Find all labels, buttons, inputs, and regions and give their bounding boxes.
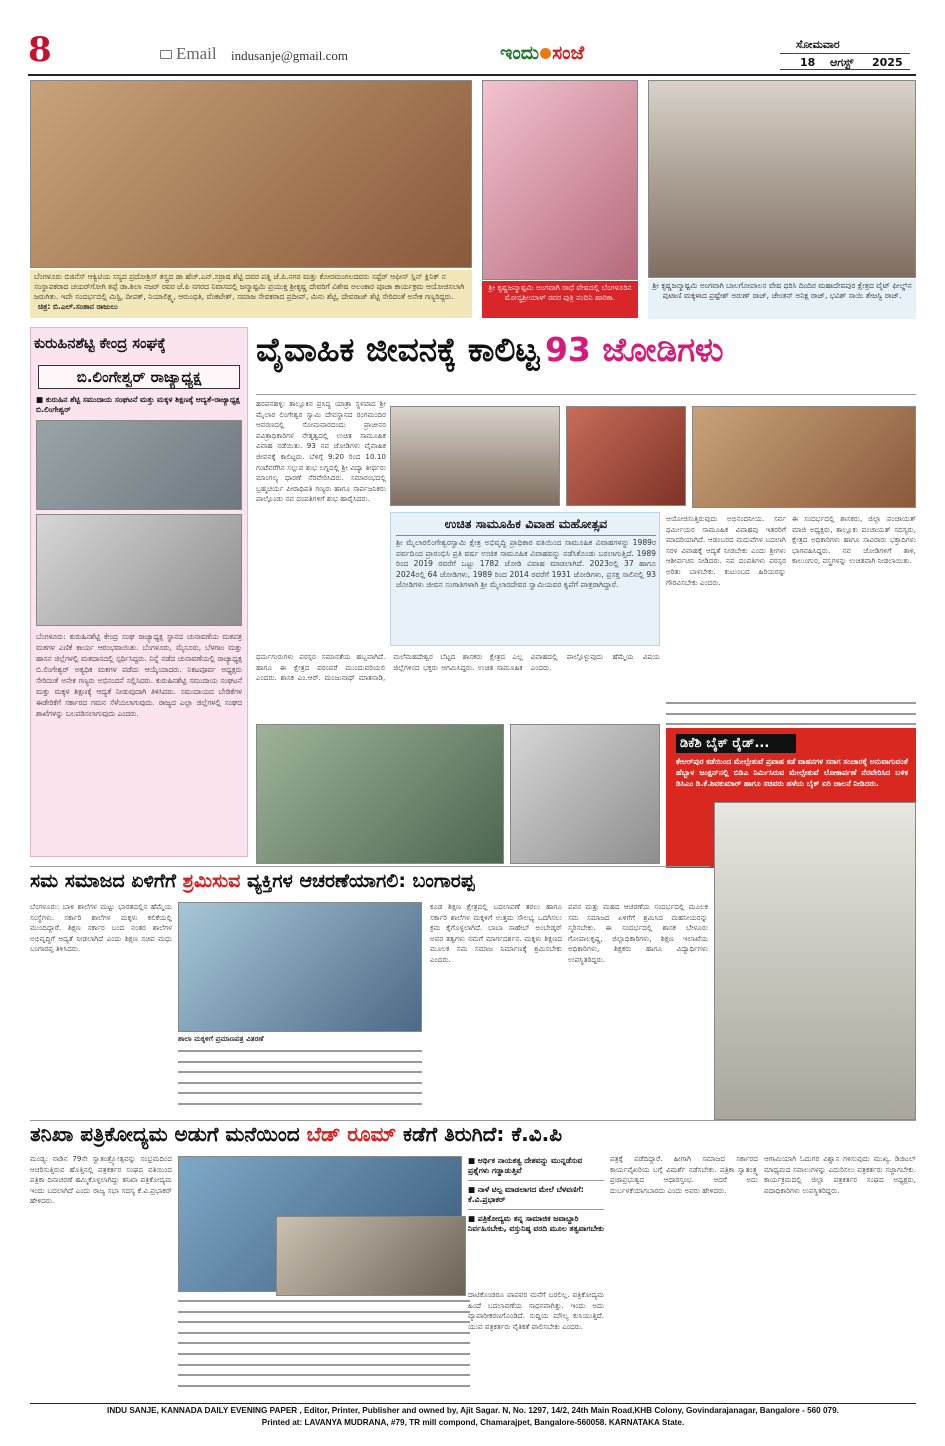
kuruhinashetti-headline2: ಬಿ.ಲಿಂಗೇಶ್ವರ್ ರಾಜ್ಯಾಧ್ಯಕ್ಷ — [38, 365, 240, 389]
tanikha-lower-lines — [178, 1300, 470, 1400]
wedding-col-a: ಆಯೋಜಿಸುತ್ತಿರುವುದು ಅಭಿನಂದನೀಯ. ಸರ್ವ ಧರ್ಮೀಯರ ಸಾಮೂಹಿಕ ವಿವಾಹವು ಇತರರಿಗೆ ಮಾದರಿಯಾಗಿದೆ. ಆಡಂಬರದ ಮದುವೆಗಳ ಬದಲಾಗಿ ಸರಳ ವಿವಾಹಕ್ಕೆ ಆದ್ಯತೆ ನೀಡಬೇಕು ಎಂದು ಶ್ರೀಗಳು ಆಶೀರ್ವಚನ ನೀಡಿದರು. ನವ ದಂಪತಿಗಳು ಪರಸ್ಪರ ಅರಿತು ಬಾಳಬೇಕು. ಕುಟುಂಬದ ಹಿರಿಯರನ್ನು ಗೌರವಿಸಬೇಕು ಎಂದರು. — [666, 514, 786, 587]
logo-sanje: ಸಂಜೆ — [552, 42, 585, 64]
samasamaja-headline-red: ಶ್ರಮಿಸುವ — [182, 870, 241, 892]
kuruhinashetti-photo-1 — [36, 420, 242, 510]
date-block — [780, 40, 910, 70]
weekday: ಸೋಮವಾರ — [796, 38, 840, 51]
samasamaja-headline — [30, 870, 720, 892]
bullet-icon: ■ — [468, 1185, 478, 1194]
logo-indu: ಇಂದು — [500, 42, 540, 64]
wedding-col-b: ಈ ಸಂದರ್ಭದಲ್ಲಿ ಶಾಸಕರು, ಜಿಲ್ಲಾ ಪಂಚಾಯತ್ ಮಾಜಿ ಅಧ್ಯಕ್ಷರು, ತಾಲ್ಲೂಕು ಪಂಚಾಯತ್ ಸದಸ್ಯರು, ಕ್ಷೇತ್ರದ ಅಧಿಕಾರಿಗಳು ಹಾಗೂ ಸಾವಿರಾರು ಭಕ್ತಾದಿಗಳು ಭಾಗವಹಿಸಿದ್ದರು. ನವ ಜೋಡಿಗಳಿಗೆ ತಾಳಿ, ಕಾಲುಂಗುರ, ವಸ್ತ್ರಗಳನ್ನು ಉಚಿತವಾಗಿ ನೀಡಲಾಯಿತು. — [792, 514, 916, 566]
radhe-girl-photo — [482, 80, 638, 280]
wedding-col1-lower — [256, 512, 386, 652]
wedding-col1-cont — [256, 510, 386, 511]
samasamaja-school-photo — [178, 902, 422, 1032]
samasamaja-col1: ಬೆಂಗಳೂರು: ಬಾಳಿ ಶಾಲೆಗಳ ಮಟ್ಟು ಭಾರತದಲ್ಲಿನ ಹೆಮ್ಮೆಯ ಸಂಸ್ಥೆಗಳು. ಸರ್ಕಾರಿ ಶಾಲೆಗಳ ಮಕ್ಕಳು ಕಲಿಕೆಯಲ್ಲಿ ಮುಂದಿದ್ದಾರೆ. ಶಿಕ್ಷಣ ಸರ್ಕಾರ ಬಂದ ನಂತರ ಶಾಲೆಗಳ ಅಭಿವೃದ್ಧಿಗೆ ಆದ್ಯತೆ ನೀಡಲಾಗಿದೆ ಎಂದು ಶಿಕ್ಷಣ ಸಚಿವ ಮಧು ಬಂಗಾರಪ್ಪ ತಿಳಿಸಿದರು. — [30, 902, 172, 954]
wedding-crowd-photo — [692, 406, 916, 508]
tanikha-headline-pre: ತನಿಖಾ ಪತ್ರಿಕೋದ್ಯಮ ಅಡುಗೆ ಮನೆಯಿಂದ — [30, 1122, 300, 1146]
wedding-headline — [256, 330, 916, 390]
dks-road-photo — [510, 724, 660, 864]
date-year: 2025 — [872, 56, 903, 69]
tanikha-headline — [30, 1122, 916, 1146]
tanikha-col3: ದಾಟಿಕೊಂಡರೂ ಪಾಪವರ ಮನೆಗೆ ಬರಲಿಲ್ಲ. ಪತ್ರಿಕೋದ್ಯಮ ಹಿಂದೆ ಬದಲಾವಣೆಯ ಸಾಧನವಾಗಿತ್ತು. ಇಂದು ಅದು ವ್ಯಾಪಾರೀಕರಣಗೊಂಡಿದೆ. ಸುದ್ದಿಯ ಮೌಲ್ಯ ಕುಸಿಯುತ್ತಿದೆ. ಯುವ ಪತ್ರಕರ್ತರು ನೈತಿಕತೆ ಪಾಲಿಸಬೇಕು ಎಂದರು. — [468, 1290, 604, 1331]
wedding-sub-body: ಶ್ರೀ ಮೈಲಾರಲಿಂಗೇಶ್ವರಸ್ವಾಮಿ ಕ್ಷೇತ್ರ ಅಭಿವೃದ್ಧಿ ಪ್ರಾಧಿಕಾರ ವತಿಯಿಂದ ಸಾಮೂಹಿಕ ವಿವಾಹಗಳನ್ನು 1989ರ ಪರ್ವದಿಂದ ಪ್ರಾರಂಭಿಸಿ ಪ್ರತಿ ವರ್ಷ ಉಚಿತ ಸಾಮೂಹಿಕ ವಿವಾಹವನ್ನು ನಡೆಸಿಕೊಂಡು ಬರಲಾಗುತ್ತಿದೆ. 1989 ರಿಂದ 2019 ರವರೆಗೆ ಒಟ್ಟು 1782 ಜೋಡಿ ವಿವಾಹ ಮಾಡಲಾಗಿದೆ. 2023ರಲ್ಲಿ 37 ಹಾಗೂ 2024ರಲ್ಲಿ 64 ಜೋಡಿಗಳು, 1989 ರಿಂದ 2014 ರವರೆಗೆ 1931 ಜೋಡಿಗಳು, ಪ್ರಸಕ್ತ ಸಾಲಿನಲ್ಲಿ 93 ಜೋಡಿಗಳು ಜೀವನ ಸಂಗಾತಿಗಳಾಗಿ ಶ್ರೀ ಮೈಲಾರದೇವರ ಸ್ವಾಮಿಯವರ ಕೃಪೆಗೆ ಪಾತ್ರರಾಗಿದ್ದಾರೆ. — [396, 538, 656, 590]
tanikha-col1: ಮಂಡ್ಯ: ನಾಡಿನ 79ನೇ ಸ್ವಾತಂತ್ರ್ಯೋತ್ಸವನ್ನು ಸಂಭ್ರಮದಿಂದ ಆಚರಿಸುತ್ತಿರುವ ಹೊತ್ತಿನಲ್ಲಿ ಪತ್ರಕರ್ತರ ಸಂಘದ ವತಿಯಿಂದ ಪತ್ರಿಕಾ ದಿನಾಚರಣೆ ಹಮ್ಮಿಕೊಳ್ಳಲಾಗಿದ್ದು ತನಿಖಾ ಪತ್ರಿಕೋದ್ಯಮ ಇಂದು ಬದಲಾಗಿದೆ ಎಂದು ರಾಜ್ಯ ಸಭಾ ಸದಸ್ಯ ಕೆ.ವಿ.ಪ್ರಭಾಕರ್ ಹೇಳಿದರು. — [30, 1154, 172, 1206]
samasamaja-col3: ಪವನ ಮತ್ತು ಮಹದ ಆಚರಣೆಯ ಸಂದರ್ಭದಲ್ಲಿ ಮೂಲಕ ಸಮ ಸಮಾಜದ ಏಳಿಗೆಗೆ ಶ್ರಮಿಸಿದ ಮಹನೀಯರನ್ನು ಸ್ಮರಿಸಬೇಕು. ಈ ಸಂದರ್ಭದಲ್ಲಿ ಶಾಸಕ ಬೇಳೂರು ಗೋಪಾಲಕೃಷ್ಣ, ಜಿಲ್ಲಾಧಿಕಾರಿಗಳು, ಶಿಕ್ಷಣ ಇಲಾಖೆಯ ಅಧಿಕಾರಿಗಳು, ಶಿಕ್ಷಕರು ಹಾಗೂ ವಿದ್ಯಾರ್ಥಿಗಳು ಉಪಸ್ಥಿತರಿದ್ದರು. — [568, 902, 708, 964]
tanikha-bullet-3 — [468, 1214, 604, 1234]
wedding-lower-body: ಧರ್ಮಗುರುಗಳು ಪರಸ್ಪರ ಸಮಾನತೆಯ ಹಬ್ಬವಾಗಿದೆ. ಹಾಗೂ ಈ ಕ್ಷೇತ್ರದ ಪರಂಪರೆ ಮುಂದುವರಿಯಲಿ ಎಂದರು. ಶಾಸಕ ಎಂ.ಆರ್. ಮಂಜುನಾಥ್ ಮಾತನಾಡಿ, ಮಲೆಮಹದೇಶ್ವರ ಬೆಟ್ಟದ ಶಾಸಕರು ಕ್ಷೇತ್ರದ ಎಲ್ಲ ಜಿಲ್ಲೆಗಳಿಂದ ಭಕ್ತರು ಆಗಮಿಸಿದ್ದರು. ಉಚಿತ ಸಾಮೂಹಿಕ ವಿವಾಹದಲ್ಲಿ ಪಾಲ್ಗೊಳ್ಳುವುದು ಹೆಮ್ಮೆಯ ವಿಷಯ ಎಂದರು. — [256, 652, 660, 683]
tanikha-rule — [30, 1120, 916, 1121]
masthead-logo — [500, 42, 584, 64]
samasamaja-photo-caption: ಶಾಲಾ ಮಕ್ಕಳಿಗೆ ಪ್ರಮಾಣಪತ್ರ ವಿತರಣೆ — [178, 1034, 264, 1043]
kuruhinashetti-bullet — [36, 395, 242, 415]
footer-rule — [30, 1403, 916, 1404]
balagopala-caption: ಶ್ರೀ ಕೃಷ್ಣಜನ್ಮಾಷ್ಟಮಿ ಅಂಗವಾಗಿ ಬಾಲಗೋಪಾಲನ ವೇಷ ಧರಿಸಿ ದಿಂದಿರ ಮಹಾದೇವಪುರ ಕ್ಷೇತ್ರದ ವೈಟ್ ಫೀಲ್ಡ್‌ನ ಪುಟಾಣಿ ಮಕ್ಕಳಾದ ಪ್ರಷ್ಟೇಶ್ ಅರುಣ್ ರಾಜ್, ಚೇಂತನ್ ಅನಿಕ್ಷ ರಾಜ್, ಭವಿಶ್ ಸಾಯಿ ತೇಜಸ್ವಿ ರಾಜ್. — [648, 279, 916, 319]
kuruhinashetti-bullet-text: ಕುರುಹಿನ ಶೆಟ್ಟಿ ಸಮುದಾಯ ಸಂಘಟನೆ ಮತ್ತು ಮಕ್ಕಳ ಶಿಕ್ಷಣಕ್ಕೆ ಆದ್ಯತೆ-ರಾಜ್ಯಾಧ್ಯಕ್ಷ ಬಿ.ಲಿಂಗೇಶ್ವರ್ — [36, 395, 240, 414]
date-day: 18 — [800, 56, 816, 69]
wedding-rule — [256, 394, 916, 395]
kuruhinashetti-photo-2 — [36, 514, 242, 626]
footer-line-1: INDU SANJE, KANNADA DAILY EVENING PAPER , Editor, Printer, Publisher and owned by, Ajit Sagar. N, No. 1297, 14/2, 24th Main Road,KHB Colony, Govindarajanagar, Bangalore - 560 079. — [107, 1406, 839, 1415]
wedding-sub-headline: ಉಚಿತ ಸಾಮೂಹಿಕ ವಿವಾಹ ಮಹೋತ್ಸವ — [396, 516, 656, 536]
family-photo-caption-text: ಬೆಂಗಳೂರು ಬಿಜಿನೆಸ್ ಆಕ್ವಿಟಿಯ ಸಸ್ಯದ ಪ್ರದೋಶ್ರಿಸ್ ತಸ್ತ್ರದ ಡಾ ಹೆಚ್.ಎನ್.ಸರ್ರಾಷ ಶೆಟ್ಟಿ ದವರ ಪತ್ನಿ ಜೆ.ಪಿ.ನಗರ ಮತ್ತು ಕೋರಮಂಗಲದವರು ಸಪ್ಟೆರ್ ಆಫೀಸ್ ಸ್ಲಿನ್ ಕ್ಲಿನಿಕ್ ನ ಸಂಸ್ಥಾಪಕರಾದ ಚಯರ್‌ಗೋಗಿ ತಪ್ಪೆ ಡಾ.ಶಿಲಾ ನಜರ್ ರವರ ಜೆ.ಪಿ ನಗರದ ನಿವಾಸದಲ್ಲಿ ಜನ್ಮಾಷ್ಟಮಿ ಪ್ರಯುಕ್ತ ಶ್ರೀಕೃಷ್ಣ ದೇವರಿಗೆ ವಿಶೇಷ ಅಲಂಕಾರ ಪೂಜಾ ಕಾರ್ಯಕ್ರಮ ಆಯೋಜಿಸಲಾಗಿ ಜರುಗಿತು. ಇದೇ ಸಂದರ್ಭದಲ್ಲಿ ಮಿಸ್ಟಿ, ದೀಪಕ್, ನಿಯಾಲಿಕ್ಷ್ಮ, ಆರುಂಧತಿ, ವೆಂಕಟೇಶ್, ಸಮಾಜ ಸೇವಕರಾದ ಪ್ರದೀಪ್, ಮಿನು ಶೆಟ್ಟಿ, ದೇವರಾಜ್ ಶೆಟ್ಟಿ ಸೇರಿದಂತೆ ಅನೇಕ ಗಣ್ಯರಿದ್ದರು. — [34, 272, 465, 301]
samasamaja-col2: ಕೂಡ ಶಿಕ್ಷಣ ಕ್ಷೇತ್ರದಲ್ಲಿ ಬದಲಾವಣೆ ತರಲು ಹಾಗೂ ಸರ್ಕಾರಿ ಶಾಲೆಗಳ ಮಕ್ಕಳಿಗೆ ಉತ್ತಮ ಸೌಲಭ್ಯ ಒದಗಿಸಲು ಕ್ರಮ ಕೈಗೊಳ್ಳಲಾಗಿದೆ. ಬಾಬಾ ಸಾಹೇಬ್ ಅಂಬೇಡ್ಕರ್ ಅವರ ತತ್ವಗಳು ನಮಗೆ ಮಾರ್ಗದರ್ಶನ. ಮಕ್ಕಳು ಶಿಕ್ಷಣದ ಮೂಲಕ ಸಮ ಸಮಾಜ ನಿರ್ಮಾಣಕ್ಕೆ ಶ್ರಮಿಸಬೇಕು ಎಂದರು. — [430, 902, 562, 964]
flag-off-photo — [256, 724, 504, 864]
tanikha-bullet-1-text: ಆರ್ಥಿಕ ನಾಯಕತ್ವ ದೇಶವನ್ನು ಮುನ್ನಡೆಸುವ ಪ್ರಶ್ನೆಗಳು ಗಡ್ಡಾಡುತ್ತಿವೆ — [468, 1156, 583, 1175]
email-label: Email — [176, 44, 217, 63]
tanikha-col5: ಆಗಾಮಿಯಾಗಿ ಓದುಗರ ವಿಶ್ವಾಸ ಗಳಿಸುವುದು ಮುಖ್ಯ. ಡಿಜಿಟಲ್ ಮಾಧ್ಯಮದ ಸವಾಲುಗಳನ್ನು ಎದುರಿಸಲು ಪತ್ರಕರ್ತರು ಸಜ್ಜಾಗಬೇಕು. ಕಾರ್ಯಕ್ರಮದಲ್ಲಿ ಜಿಲ್ಲಾ ಪತ್ರಕರ್ತರ ಸಂಘದ ಅಧ್ಯಕ್ಷರು, ಪದಾಧಿಕಾರಿಗಳು ಉಪಸ್ಥಿತರಿದ್ದರು. — [764, 1154, 916, 1195]
kuruhinashetti-headline1: ಕುರುಹಿನಶೆಟ್ಟಿ ಕೇಂದ್ರ ಸಂಘಕ್ಕೆ — [34, 336, 166, 352]
samasamaja-lines — [178, 1050, 422, 1114]
tanikha-group-photo — [276, 1216, 466, 1296]
tanikha-col4: ಪತ್ರಕ್ಕೆ ಪಡೆದಿದ್ದಾರೆ. ಹೀಗಾಗಿ ಸಮಾಜದ ಸರ್ಕಾರದ ಕಾರ್ಯವೈಖರಿಯ ಬಗ್ಗೆ ವಿಮರ್ಶೆ ನಡೆಸಬೇಕು. ಪತ್ರಿಕಾ ಸ್ವಾತಂತ್ರ್ಯ ಪ್ರಜಾಪ್ರಭುತ್ವದ ಆಧಾರಸ್ತಂಭ. ಆದರೆ ಅದು ದುರ್ಬಳಕೆಯಾಗಬಾರದು ಎಂದು ಅವರು ಹೇಳಿದರು. — [610, 1154, 758, 1195]
tanikha-headline-post: ಕಡೆಗೆ ತಿರುಗಿದೆ: ಕೆ.ವಿ.ಪಿ — [403, 1122, 563, 1146]
bullet-icon: ■ — [468, 1156, 478, 1165]
wedding-headline-pink: 93 ಜೋಡಿಗಳು — [544, 330, 724, 369]
tanikha-bullet-1 — [468, 1156, 604, 1181]
tanikha-bullet-2-text: ನಾಳೆ ಟಿಲ್ಟ ಮಾಡಲಾಗದ ಮೇಲೆ ಬೆಳವಣಿಗೆ: ಕೆ.ವಿ.ಪ್ರಭಾಕರ್ — [468, 1185, 584, 1204]
bullet-icon: ■ — [468, 1214, 478, 1223]
family-celebration-photo — [30, 80, 472, 268]
tanikha-bullets — [468, 1156, 604, 1286]
samasamaja-headline-pre: ಸಮ ಸಮಾಜದ ಏಳಿಗೆಗೆ — [30, 870, 176, 892]
family-photo-caption — [30, 270, 472, 318]
tanikha-headline-red: ಬೆಡ್ ರೂಮ್ — [306, 1122, 397, 1146]
email-icon — [160, 50, 172, 59]
bullet-icon: ■ — [36, 395, 46, 404]
family-photo-credit: ಚಿತ್ರ: ಬಿ.ಎಲ್.ಸಂತಾನ ರಾಜುಲು — [38, 302, 118, 311]
samasamaja-headline-post: ವ್ಯಕ್ತಿಗಳ ಆಚರಣೆಯಾಗಲಿ: ಬಂಗಾರಪ್ಪ — [246, 870, 475, 892]
logo-sun-icon — [540, 48, 551, 59]
wedding-couple-photo — [566, 406, 686, 506]
masthead-rule — [28, 74, 916, 76]
dks-bike-photo — [714, 802, 916, 1120]
samasamaja-rule — [30, 866, 710, 867]
wedding-col1: ಹರಪನಹಳ್ಳಿ: ತಾಲ್ಲೂಕಿನ ಪ್ರಸಿದ್ಧ ಯಾತ್ರಾ ಸ್ಥಳವಾದ ಶ್ರೀ ಮೈಲಾರ ಲಿಂಗೇಶ್ವರ ಸ್ವಾಮಿ ದೇವಸ್ಥಾನದ ರಂಗಮಂದಿರ ಆವರಣದಲ್ಲಿ ಸೋಮವಾರದಂದು ಪ್ರಾಚೀನರ ಪವಿತ್ರಾಧಿಕಾರಿಗಳ ನೇತೃತ್ವದಲ್ಲಿ ಉಚಿತ ಸಾಮೂಹಿಕ ವಿವಾಹ ನಡೆಯಿತು. 93 ನವ ಜೋಡಿಗಳು ವೈವಾಹಿಕ ಜೀವನಕ್ಕೆ ಕಾಲಿಟ್ಟರು. ಬೆಳಿಗ್ಗೆ 9:20 ರಿಂದ 10.10 ಗಂಟೆವರೆಗಿನ ಸಲ್ಲುವ ಶುಭ ಲಗ್ನದಲ್ಲಿ ಶ್ರೀ ವಿದ್ಯಾ ತೀರ್ಥರು ಮಾಂಗಲ್ಯ ಧಾರಣೆ ನೆರವೇರಿಸಿದರು. ಸಮಾರಂಭದಲ್ಲಿ ಬ್ರಹ್ಮಚರ್ಯ ಪೀಠಾಧಿಪತಿ ಗಣ್ಯರು ಹಾಗೂ ಸಾರ್ವಜನಿಕರು ಪಾಲ್ಗೊಂಡು ನವ ದಂಪತಿಗಳಿಗೆ ಶುಭ ಹಾರೈಸಿದರು. — [256, 399, 386, 504]
tanikha-bullet-3-text: ಪತ್ರಿಕೋದ್ಯಮ ತನ್ನ ಸಾಮಾಜಿಕ ಜವಾಬ್ದಾರಿ ನಿರ್ವಹಿಸಬೇಕು, ವಸ್ತುನಿಷ್ಠ ವರದಿ ಮೂಲ ತತ್ವವಾಗಬೇಕು — [468, 1214, 604, 1233]
footer-line-2: Printed at: LAVANYA MUDRANA, #79, TR mill compond, Chamarajpet, Bangalore-560058. KARNATAKA State. — [261, 1418, 685, 1427]
email-address[interactable]: indusanje@gmail.com — [231, 48, 349, 63]
dks-headline: ಡಿಕೆಶಿ ಬೈಕ್ ರೈಡ್... — [676, 734, 796, 753]
kuruhinashetti-body: ಬೆಂಗಳೂರು: ಕುರುಹಿನಶೆಟ್ಟಿ ಕೇಂದ್ರ ಸಂಘ ರಾಜ್ಯಾಧ್ಯಕ್ಷ ಸ್ಥಾನದ ಚುನಾವಣೆಯ ಮತಪತ್ರ ಮತಗಳ ಎಣಿಕೆ ಕಾರ್ಯ ಆರಂಭವಾಯಿತು. ಬೆಂಗಳೂರು, ಮೈಸೂರು, ಬೆಳಗಾಂ ಮತ್ತು ಹಾಸನ ಜಿಲ್ಲೆಗಳಲ್ಲಿ ಮತದಾನದಲ್ಲಿ ಸ್ಪರ್ಧಿಸಿದ್ದರು. ನಿನ್ನೆ ನಡೆದ ಚುನಾವಣೆಯಲ್ಲಿ ರಾಜ್ಯಾಧ್ಯಕ್ಷ ಬಿ.ಲಿಂಗೇಶ್ವರ್ ಅತ್ಯಧಿಕ ಮತಗಳ ಪಡೆದು ಆಯ್ಕೆಯಾದರು. ನಿಕಟಪೂರ್ವ ಅಧ್ಯಕ್ಷರು ಸೇರಿದಂತೆ ಅನೇಕ ಗಣ್ಯರು ಅಭಿನಂದನೆ ಸಲ್ಲಿಸಿದರು. ಕುರುಹಿನಶೆಟ್ಟಿ ಸಮುದಾಯ ಸಂಘಟನೆ ಮತ್ತು ಮಕ್ಕಳ ಶಿಕ್ಷಣಕ್ಕೆ ಆದ್ಯತೆ ನೀಡುವುದಾಗಿ ತಿಳಿಸಿದರು. ಸಮುದಾಯದ ಬೇಡಿಕೆಗಳ ಈಡೇರಿಕೆಗೆ ಸರ್ಕಾರದ ಗಮನ ಸೆಳೆಯಲಾಗುವುದು. ರಾಜ್ಯದ ಎಲ್ಲಾ ಜಿಲ್ಲೆಗಳಲ್ಲಿ ಸಂಘದ ಶಾಖೆಗಳನ್ನು ಬಲಪಡಿಸಲಾಗುವುದು ಎಂದರು. — [36, 632, 242, 718]
date-month: ಆಗಸ್ಟ್ — [830, 56, 854, 69]
page-number: 8 — [28, 30, 52, 70]
radhe-caption: ಶ್ರೀ ಕೃಷ್ಣಜನ್ಮಾಷ್ಟಮಿ ಅಂಗವಾಗಿ ರಾಧೆ ವೇಷದಲ್ಲಿ ಬೆಂಗಳೂರಿನ ಮೋನ್ಯಶ್ರೀಯಾಳ್ ರವರ ಪುತ್ರಿ ನಂದಿನಿ ಹಾರಿಕಾ. — [482, 281, 638, 318]
wedding-headline-black: ವೈವಾಹಿಕ ಜೀವನಕ್ಕೆ ಕಾಲಿಟ್ಟ — [256, 330, 540, 369]
wedding-stage-photo — [390, 406, 560, 506]
balagopala-boys-photo — [648, 80, 916, 278]
dks-body: ಕೇಆರ್‌ಪುರ ಕಡೆಯಿಂದ ಮೇಲ್ಸೇತುವೆ ಪ್ರವಾಹ ಕಡೆ ವಾಹನಗಳ ಸರಾಗ ಸಂಚಾರಕ್ಕೆ ಅನುವಾಗುವಂತೆ ಹೆಬ್ಬಾಳ ಜಂಕ್ಷನ್‌ನಲ್ಲಿ ಬಿಡಿಎ ನಿರ್ಮಿಸಿರುವ ಮೇಲ್ಸೇತುವೆ ಲೋಕಾರ್ಪಣೆ ನೆರವೇರಿಸಿದ ಬಳಿಕ ಡಿಸಿಎಂ ಡಿ.ಕೆ.ಶಿವಕುಮಾರ್ ಹಾಗೂ ಸಚಿವರು ಹಳೆಯ ಬೈಕ್ ಏರಿ ಚಾಲನೆ ನೀಡಿದರು. — [676, 757, 908, 788]
tanikha-bullet-2 — [468, 1185, 604, 1210]
